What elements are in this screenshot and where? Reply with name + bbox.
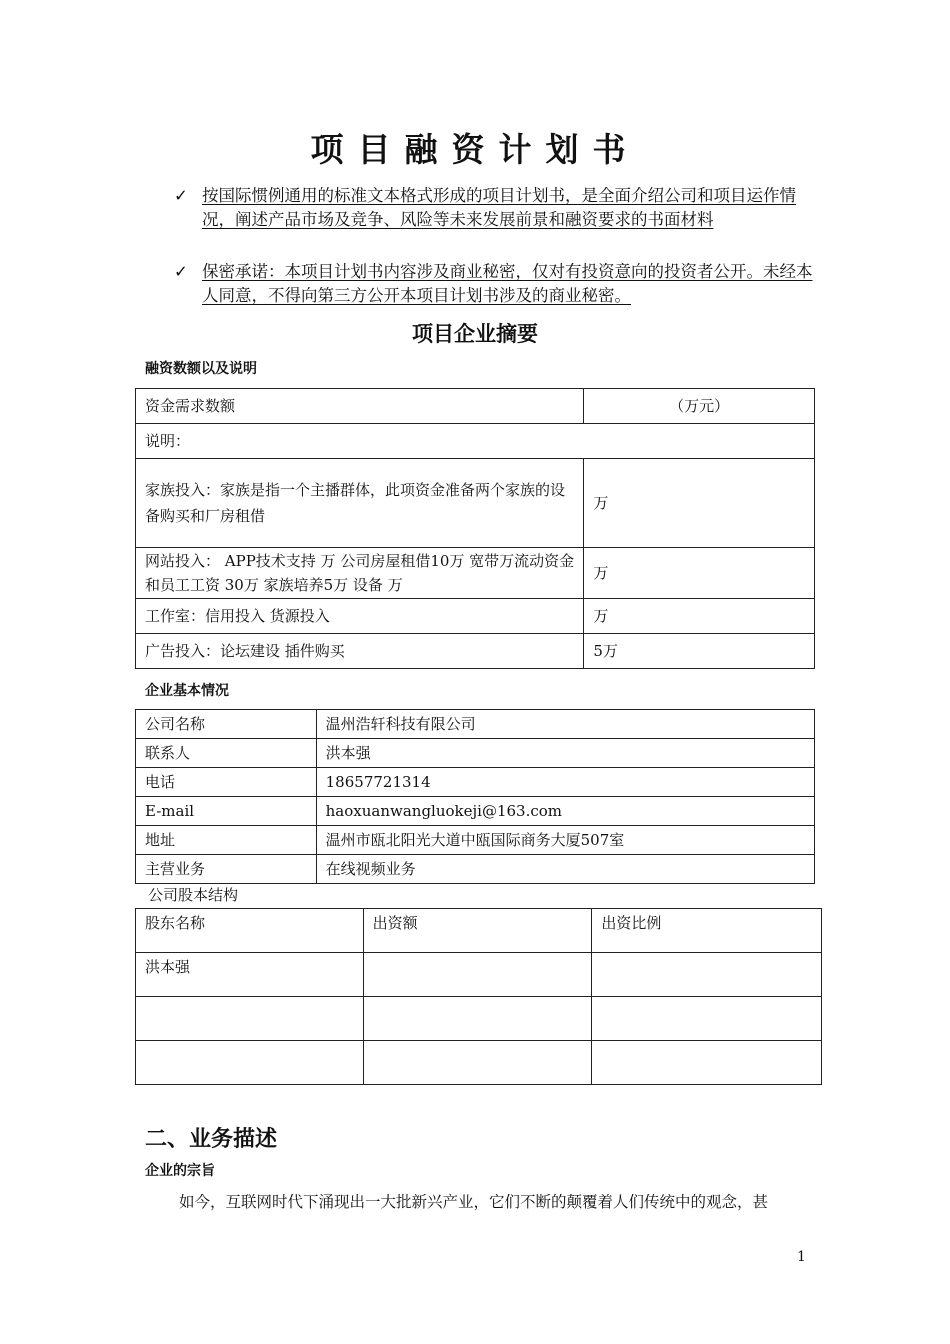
table-row <box>136 599 815 634</box>
table-cell: haoxuanwangluokeji@163.com <box>316 797 814 826</box>
bullet-text: 保密承诺：本项目计划书内容涉及商业秘密，仅对有投资意向的投资者公开。未经本人同意，不得向第三方公开本项目计划书涉及的商业秘密。 <box>202 262 813 305</box>
table-cell: 广告投入：论坛建设 插件购买 <box>136 634 584 669</box>
table-cell: 地址 <box>136 826 317 855</box>
table-cell <box>363 997 592 1041</box>
table-cell: 在线视频业务 <box>316 855 814 884</box>
table-row <box>136 797 815 826</box>
purpose-label: 企业的宗旨 <box>145 1163 215 1179</box>
table-cell: 家族投入：家族是指一个主播群体，此项资金准备两个家族的设备购买和厂房租借 <box>136 459 584 548</box>
table-cell: 万 <box>584 548 815 599</box>
company-table <box>135 709 815 884</box>
table-cell <box>136 997 364 1041</box>
table-row <box>136 855 815 884</box>
table-row <box>136 710 815 739</box>
table-row <box>136 768 815 797</box>
page-number: 1 <box>797 1249 806 1265</box>
table-row <box>136 953 822 997</box>
table-header-cell: 出资比例 <box>592 909 822 953</box>
table-cell <box>136 1041 364 1085</box>
bullet-text: 按国际惯例通用的标准文本格式形成的项目计划书，是全面介绍公司和项目运作情况，阐述产品市场及竞争、风险等未来发展前景和融资要求的书面材料 <box>202 186 796 229</box>
table-cell: 温州浩轩科技有限公司 <box>316 710 814 739</box>
table-row <box>136 389 815 424</box>
table-cell: 温州市瓯北阳光大道中瓯国际商务大厦507室 <box>316 826 814 855</box>
table-cell: 万 <box>584 459 815 548</box>
check-icon: ✓ <box>174 186 188 205</box>
shareholders-label: 公司股本结构 <box>148 886 239 904</box>
body-paragraph: 如今，互联网时代下涌现出一大批新兴产业，它们不断的颠覆着人们传统中的观念，甚 <box>179 1193 769 1211</box>
table-row <box>136 826 815 855</box>
financing-label: 融资数额以及说明 <box>145 361 257 377</box>
table-row <box>136 424 815 459</box>
table-cell: 资金需求数额 <box>136 389 584 424</box>
table-header-cell: 出资额 <box>363 909 592 953</box>
table-cell <box>363 1041 592 1085</box>
table-cell: 主营业务 <box>136 855 317 884</box>
table-cell: 5万 <box>584 634 815 669</box>
table-cell: 万 <box>584 599 815 634</box>
shareholders-table <box>135 908 822 1085</box>
table-row <box>136 459 815 548</box>
section-heading: 二、业务描述 <box>145 1127 278 1152</box>
table-cell <box>592 997 822 1041</box>
table-cell: 工作室：信用投入 货源投入 <box>136 599 584 634</box>
table-row <box>136 739 815 768</box>
table-cell <box>363 953 592 997</box>
table-cell: 说明： <box>136 424 815 459</box>
table-cell: 洪本强 <box>136 953 364 997</box>
table-row <box>136 997 822 1041</box>
table-cell: 18657721314 <box>316 768 814 797</box>
table-cell: 电话 <box>136 768 317 797</box>
table-cell: 联系人 <box>136 739 317 768</box>
table-row <box>136 548 815 599</box>
summary-title: 项目企业摘要 <box>412 322 538 346</box>
table-row <box>136 1041 822 1085</box>
table-cell: 网站投入： APP技术支持 万 公司房屋租借10万 宽带万流动资金和员工工资 30万 家族培养5万 设备 万 <box>136 548 584 599</box>
table-row <box>136 634 815 669</box>
table-header-cell: 股东名称 <box>136 909 364 953</box>
company-label: 企业基本情况 <box>145 683 229 699</box>
table-cell <box>592 953 822 997</box>
financing-table <box>135 388 815 669</box>
table-cell: 公司名称 <box>136 710 317 739</box>
bullet-confidentiality <box>174 260 814 308</box>
document-title: 项目融资计划书 <box>310 130 640 169</box>
table-row <box>136 909 822 953</box>
check-icon: ✓ <box>174 262 188 281</box>
bullet-standard-format <box>174 184 814 232</box>
table-cell: （万元） <box>584 389 815 424</box>
table-cell: E-mail <box>136 797 317 826</box>
table-cell: 洪本强 <box>316 739 814 768</box>
table-cell <box>592 1041 822 1085</box>
